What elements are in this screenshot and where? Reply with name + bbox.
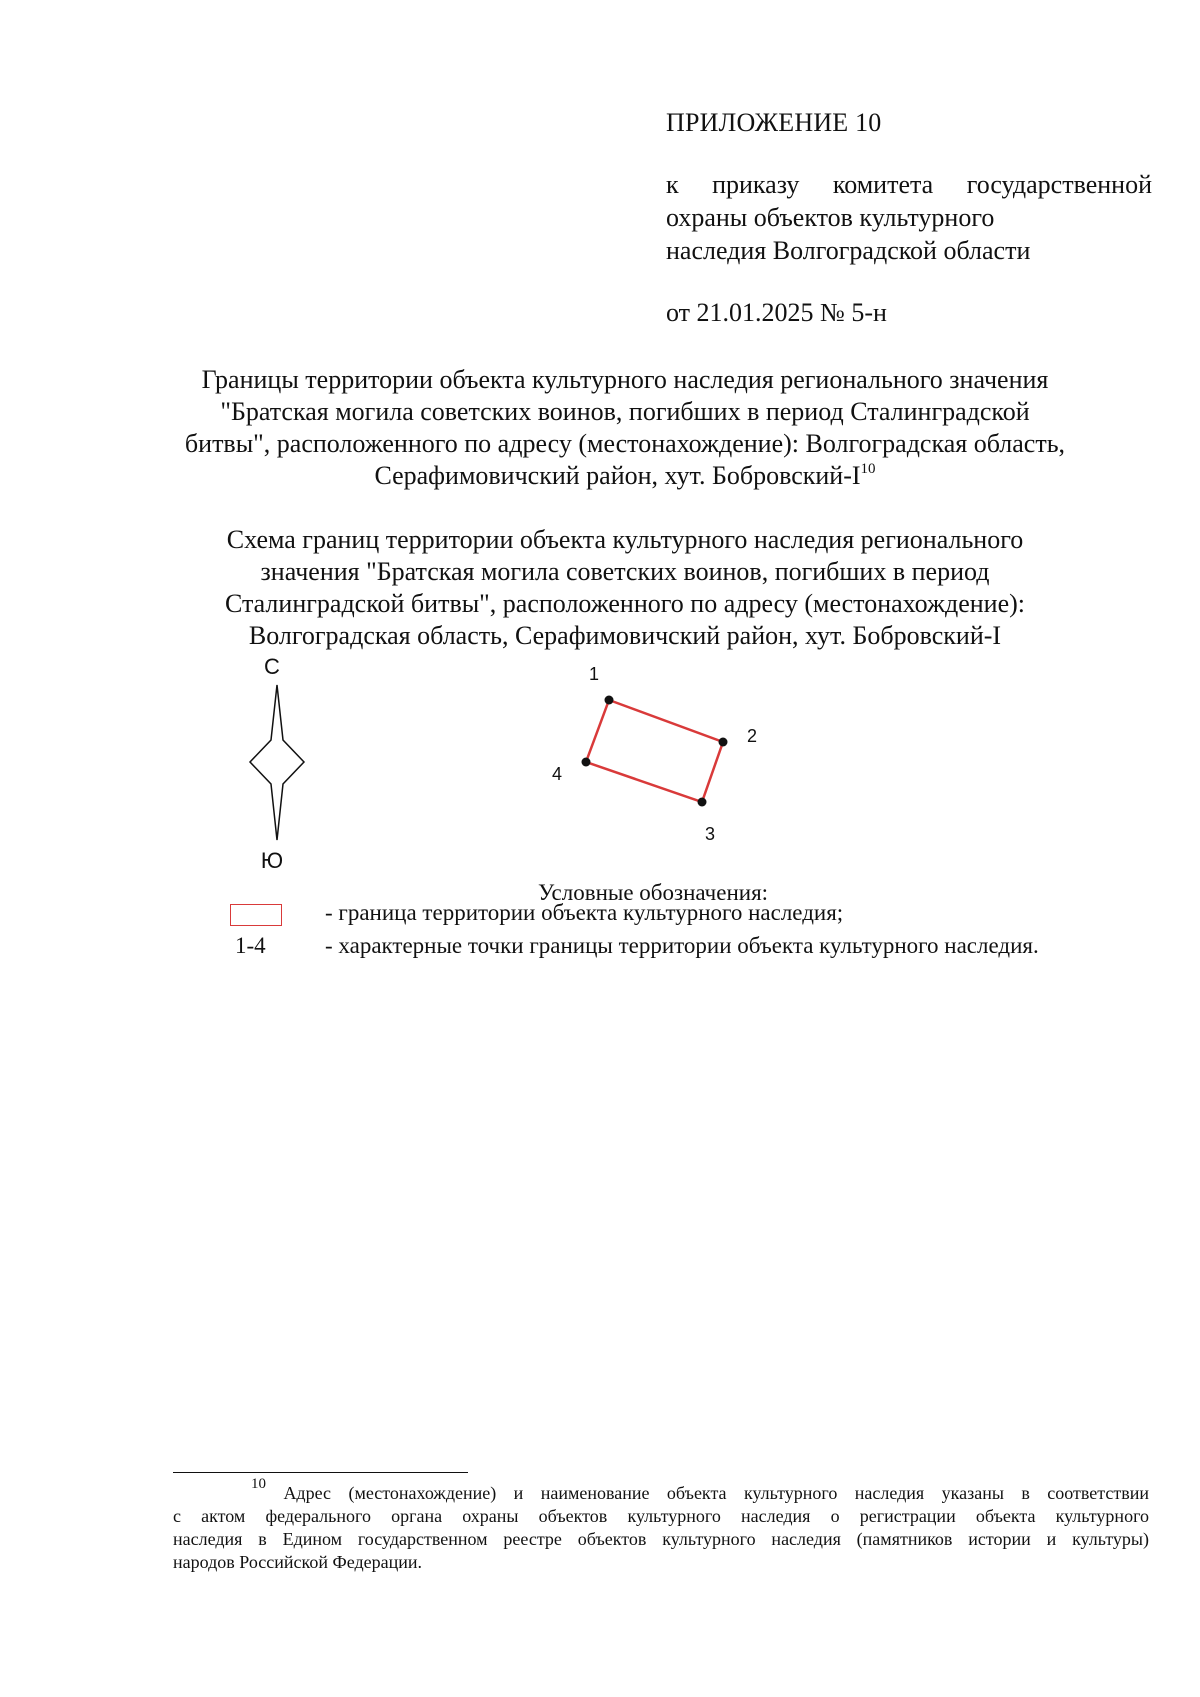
footnote [173,1476,1150,1574]
point-label-2: 2 [746,726,758,746]
order-line: охраны объектов культурного [666,203,995,232]
footnote-line: с актом федерального органа охраны объектов культурного наследия о регистрации объекта культурного [173,1506,1149,1526]
north-label: С [264,654,280,679]
compass-arrow-icon [250,685,304,840]
footnote-separator [173,1472,468,1473]
boundary-scheme [0,650,1200,890]
scheme-title-line: Сталинградской битвы", расположенного по адресу (местонахождение): [224,589,1026,618]
footnote-mark: 10 [251,1476,266,1492]
scheme-title-line: Схема границ территории объекта культурного наследия регионального [226,525,1024,554]
south-label: Ю [260,848,284,873]
footnote-line: наследия в Едином государственном реестре объектов культурного наследия (памятников истории и культуры) [173,1529,1149,1549]
order-date: от 21.01.2025 № 5-н [666,298,887,327]
boundary-point-1 [605,696,614,705]
legend-points-symbol: 1-4 [235,933,266,958]
scheme-title [150,524,1100,652]
legend-item-boundary: - граница территории объекта культурного наследия; [325,900,844,925]
title-line-last [150,460,1100,492]
title-line: "Братская могила советских воинов, погибших в период Сталинградской [220,397,1030,426]
boundary-point-3 [698,798,707,807]
boundary-point-4 [582,758,591,767]
footnote-line-text: Адрес (местонахождение) и наименование объекта культурного наследия указаны в соответствии [283,1483,1150,1503]
point-label-3: 3 [704,824,716,844]
territory-boundary [586,700,723,802]
footnote-reference: 10 [860,461,876,477]
appendix-title: ПРИЛОЖЕНИЕ 10 [666,108,882,137]
legend-item-points: - характерные точки границы территории объекта культурного наследия. [325,933,1039,958]
title-line-text: Серафимовичский район, хут. Бобровский-I [374,461,861,490]
point-label-4: 4 [551,764,563,784]
legend-boundary-symbol [230,904,282,926]
boundary-point-2 [719,738,728,747]
point-label-1: 1 [588,664,600,684]
document-title [150,364,1100,492]
order-line: наследия Волгоградской области [666,236,1031,265]
scheme-title-line: Волгоградская область, Серафимовичский район, хут. Бобровский-I [248,621,1002,650]
scheme-title-line: значения "Братская могила советских воинов, погибших в период [260,557,990,586]
order-line: к приказу комитета государственной [666,170,1152,199]
title-line: битвы", расположенного по адресу (местонахождение): Волгоградская область, [184,429,1066,458]
footnote-line-first [173,1476,1150,1505]
footnote-line: народов Российской Федерации. [173,1552,422,1572]
order-reference [666,168,1152,267]
title-line: Границы территории объекта культурного наследия регионального значения [201,365,1049,394]
legend-title: Условные обозначения: [538,880,769,905]
